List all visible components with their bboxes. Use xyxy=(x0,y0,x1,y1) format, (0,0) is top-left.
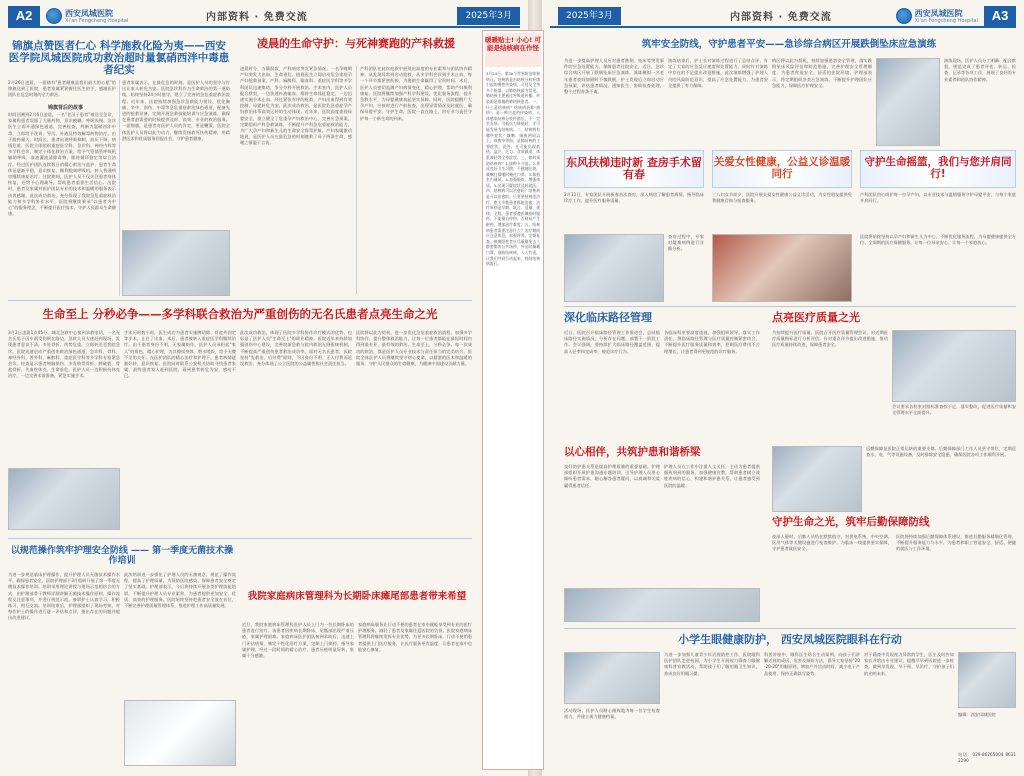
headline-top: 筑牢安全防线，守护患者平安——急诊综合病区开展跌倒坠床应急演练 xyxy=(641,39,937,50)
hospital-name: 西安凤城医院 xyxy=(65,8,113,18)
article-text: 2月11日，专家团队开展新春首次查房，深入病房了解患者病情，指导临床诊疗工作，提升医疗服务质量。 xyxy=(564,192,704,204)
article-text: 对于筛查中发现视力异常的学生，医生及时告知家长并给出专业建议，提醒尽早到医院进一步检查，做到早发现、早干预、早治疗，守护孩子们的光明未来。 xyxy=(864,652,954,676)
issue-date: 2025年3月 xyxy=(558,7,621,25)
article-text: 三八妇女节前夕，医院开展关爱女性健康公益义诊活动，为女性朋友提供免费健康咨询与检查服务。 xyxy=(712,192,852,204)
page-number: A3 xyxy=(984,6,1016,26)
article-text: 近日，我院家庭病床管理科医护人员上门为一位长期卧床的患者进行治疗。该患者因疾病长期卧床，尾骶部出现严重压疮，家属护理困难。家庭病床医护团队接到求助后，迅速上门评估病情，制定个性化治疗方案，定期上门换药、指导家属护理，经过一段时间的精心治疗，患者压疮明显好转，家属十分感激。 xyxy=(242,622,354,659)
article-text: 查房过程中，专家对疑难病例进行详细分析。 xyxy=(668,234,704,252)
article-text: 产科团队在此次抢救中展现出高度的专业素养与团队协作精神。从发现异常到启动抢救，从多学科会诊到手术止血，每一个环节都紧密衔接，为挽救生命赢得了宝贵时间。术后，医护人员密切监测产妇病情变化，精心护理，帮助产妇顺利康复。医院将继续加强产科学科建设，优化服务流程，提升急救水平，为母婴健康筑起坚实屏障。同时，医院提醒广大孕产妇，应按时进行产前检查，出现异常情况及时就医，确保母婴平安。守护生命，医院一直在路上，用专业与责任守护每一个新生命的到来。 xyxy=(360,66,472,121)
article-text: 家庭病床服务让行动不便的患者在家中就能享受到专业的医疗护理服务，减轻了患者及家属往返医院的负担。医院家庭病床管理科将继续发挥专业优势，为更多长期卧床、行动不便的患者提供上门医疗服务，让医疗服务更有温度，让患者在家中也能安心康复。 xyxy=(358,622,472,652)
footer-phone: 电话：029-86265004 86312290 xyxy=(958,752,1016,764)
article-text: 此次成功救治，体现了医院多学科协作诊疗模式的优势，也彰显了医护人员"生命至上"的职业精神。医院近年来持续加强创伤中心建设，完善院前急救与院内救治无缝衔接机制，不断提高严重创伤患者救治成功率。面对无名氏患者，医院坚持"先救治、后付费"原则，不因身份不明、无人付费而延误救治，充分体现了公立医院的公益属性和社会责任担当。 xyxy=(240,330,352,367)
masthead: 内部资料 · 免费交流 xyxy=(206,12,308,23)
article-text: 为进一步规范临床护理操作，提升护理人员无菌技术操作水平，确保患者安全，医院护理部于3月组织开展了第一季度无菌技术操作培训。培训采用理论讲授与现场示范相结合的方式，由护理部骨干教师详细讲解无菌技术操作原则、操作流程及注意事项，并进行规范示范。参训护士认真学习，积极练习，相互交流。培训结束后，护理部组织了现场考核，对每位护士的操作进行逐一评估和点评，指出存在的问题并提出改进建议。 xyxy=(8,572,120,621)
article-text: 近日，医院召开临床路径管理工作推进会，总结临床路径实施情况，分析存在问题，部署下一阶段工作。会议强调，要持续扩大临床路径覆盖范围，提高入径率和完成率，规范诊疗行为。 xyxy=(564,330,660,354)
headline-clinical: 深化临床路径管理 xyxy=(564,311,652,324)
nurse-photo xyxy=(772,446,862,512)
training-photo xyxy=(124,700,236,766)
logo-icon xyxy=(46,8,62,24)
center-sidebar xyxy=(482,30,544,770)
hospital-logo xyxy=(896,7,978,25)
headline-bottom-right: 我院家庭病床管理科为长期卧床瘫尾部患者带来希望 xyxy=(247,591,467,602)
headline-bottom-left: 以规范操作筑牢护理安全防线 —— 第一季度无菌技术操作培训 xyxy=(10,546,234,567)
article-text: 患者家属表示，在最危急的时刻，是医护人员的坚守与付出让家人转危为安。医院急诊科作为生命救治的第一道防线，始终坚持24小时值守，建立了完善的急危重症救治流程。近年来，医院持续加强急诊急救能力建设，优化胸痛、卒中、创伤、中毒等急危重症救治绿色通道，配备先进的抢救设备，定期开展急救技能培训与应急演练，确保在患者最需要的时候提供及时、高效、专业的救治服务。一面锦旗，是患者对医护人员的肯定，更是鞭策。医院全体医护人员将以此为动力，继续发扬救死扶伤精神，用精湛医术和优质服务回报社会，守护患者健康。 xyxy=(122,80,230,141)
hospital-name-en: Xi'an Fengcheng Hospital xyxy=(914,17,978,24)
article-text: 医院将持续加强后勤保障体系建设，推进后勤服务精细化管理，不断提升服务能力与水平，为患者和职工营造安全、舒适、便捷的就医与工作环境。 xyxy=(896,534,1016,552)
headline-patient: 以心相伴，共筑护患和谐桥梁 xyxy=(564,446,701,458)
award-photo xyxy=(122,230,230,296)
article-text: 凌晨时分，万籁俱寂，产科病房突发紧急情况。一名孕晚期产妇突发大出血，生命垂危。值班医生立即启动危急重症孕产妇抢救预案，产科、麻醉科、输血科、重症医学科等多学科团队迅速集结，争分夺秒开展救治。手术室内，医护人员配合默契，一边快速补液输血、维持生命体征稳定，一边迅速实施手术止血。经过紧张有序的抢救，产妇出血得到有效控制，母婴转危为安。此次成功救治，是医院危急重症孕产妇救治体系高效运转的生动体现。近年来，医院高度重视母婴安全，建立健全了危重孕产妇救治中心，完善应急预案，定期组织产科急救演练，不断提升产科急危重症救治能力，为广大孕产妇和新生儿的生命安全保驾护航。产妇家属激动地说，是医护人员在最危急的时刻挽救了母子两条生命，感谢之情溢于言表。 xyxy=(240,66,352,146)
headline-top-left: 锦旗点赞医者仁心 科学施救化险为夷——西安医学院凤城医院成功救治超时量氯硝西泮中毒患者纪实 xyxy=(8,40,230,77)
logo-icon xyxy=(896,8,912,24)
page-number: A2 xyxy=(8,6,40,26)
event-photo xyxy=(564,588,760,622)
headline-eye: 小学生眼健康防护， 西安凤城医院眼科在行动 xyxy=(678,633,902,646)
article-text: 夜深人静时，后勤人员仍在默默值守，对供电系统、中央空调、医用气体等关键设施进行检查维护，为临床一线提供坚实保障，守护患者就医安全。 xyxy=(772,534,892,552)
article-text: 演练结束后，护士长对演练过程进行了总结点评，肯定了大家的应急反应速度和处置能力，同时针对演练中存在的不足提出改进措施。此次演练增强了护理人员的风险防范意识，提高了应急处置能力，为患者安全提供了有力保障。 xyxy=(668,58,768,88)
article-text: 会议要求各科室对照标准查找不足，落实整改，促进医疗质量和安全管理水平全面提升。 xyxy=(892,404,1016,416)
article-text: 后勤保障是医院正常运转的重要支撑。后勤保障部门工作人员坚守岗位，定期巡查水、电、气等设施设备，及时排除安全隐患，确保医院各项工作顺利开展。 xyxy=(866,446,1016,458)
meeting-photo xyxy=(892,330,1016,402)
article-text: 各临床科室要高度重视，加强组织领导，落实工作责任，将临床路径管理与医疗质量控制紧密结合，不断提升医疗服务质量和效率，控制医疗费用不合理增长，让患者得到更规范的诊疗服务。 xyxy=(664,330,760,354)
footer-address: 编辑：西安凤城医院 xyxy=(958,712,996,717)
article-text: 护理人员在工作中注重人文关怀，主动为患者提供细致周到的服务，加强健康宣教，帮助患者树立战胜疾病的信心，构建和谐护患关系，让患者感受到医院的温暖。 xyxy=(664,464,760,488)
drill-photo xyxy=(876,58,940,146)
article-text: 3月2日凌晨1点45分，城北急救中心接到求救电话，一名无名氏男子因车祸受伤倒在路边。急救人员火速赶到现场，发现患者意识不清，多处骨折，伤势危重，立即转送至我院急诊。医院迅速启动严重创伤救治绿色通道，急诊科、骨科、神经外科、普外科、麻醉科、重症医学科等多学科专家紧急会诊。检查显示患者颅脑损伤、多发肋骨骨折、脾破裂、骨盆骨折，失血性休克，生命垂危。医护人员一边积极抗休克治疗，一边完善术前准备，紧急实施手术。 xyxy=(8,330,120,379)
box-title-3: 守护生命摇篮，我们与您并肩同行! xyxy=(860,150,1016,188)
article-text: 为持续提升医疗质量，医院召开医疗质量管理会议，对近期医疗质量指标进行分析评估，针对重点环节提出改进措施，推动医疗质量持续改进，保障患者安全。 xyxy=(772,330,888,348)
subhead: 锦旗背后的故事 xyxy=(48,105,84,111)
hospital-name-en: Xi'an Fengcheng Hospital xyxy=(65,17,129,24)
team-photo xyxy=(8,468,120,530)
article-text: 为进一步提高护理人员应对患者跌倒、坠床等突发事件的应急处置能力，保障患者住院安全，近日，急诊综合病区开展了跌倒坠床应急演练。演练模拟一名老年患者夜间如厕时不慎跌倒，护士发现后立即启动应急预案，评估患者情况、通知医生、协助检查处理，整个过程有条不紊。 xyxy=(564,58,664,95)
page-a3 xyxy=(542,0,1024,776)
article-text: 此次培训进一步强化了护理人员的无菌观念，规范了操作流程，提高了护理质量，为预防医院感染、保障患者安全奠定了坚实基础。护理部表示，今后将持续开展各类护理技能培训，不断提升护理人员专业素养，为患者提供更加安全、优质、高效的护理服务。医院始终坚持把患者安全放在首位，不断完善护理质量管理体系，推进护理工作高质量发展。 xyxy=(124,572,236,609)
headline-night: 守护生命之光，筑牢后勤保障防线 xyxy=(772,516,930,528)
sidebar-text: 3月24日，第30个世界防治结核病日。结核病是由结核分枝杆菌引起的慢性传染病，可侵及全身多个脏器，以肺结核最为常见。肺结核主要通过呼吸道传播，传染源是排菌的肺结核患者。一、什么是结核病？结核病俗称"痨病"，是一种古老的传染病。人体感染结核分枝杆菌后，不一定会发病，当抵抗力降低时，才可能发展为结核病。二、结核病有哪些症状？咳嗽、咳痰两周以上，或痰中带血，是肺结核的主要症状。此外，还可能出现低热、盗汗、乏力、食欲减退、体重减轻等全身症状。三、如何预防结核病？1.接种卡介苗。2.养成良好卫生习惯，不随地吐痰，咳嗽打喷嚏时掩住口鼻。3.保持室内通风。4.加强锻炼，增强体质。5.出现可疑症状及时就医。四、结核病可以治愈吗？结核病是可以治愈的。只要坚持规范治疗，绝大多数患者都能治愈。治疗原则是早期、联合、适量、规律、全程。患者要遵医嘱按时服药，不能擅自停药，否则易产生耐药，增加治疗难度。五、结核病患者需要注意什么？治疗期间应注意休息，加强营养，定期复查。痰菌阳性者应尽量避免去人群密集的公共场所，外出时佩戴口罩。预防结核病，人人有责，让我们共同行动起来，终结结核病流行。 xyxy=(486,71,540,267)
hospital-name: 西安凤城医院 xyxy=(914,8,963,18)
headline-top-right: 凌晨的生命守护：与死神赛跑的产科救援 xyxy=(257,37,455,50)
school-photo xyxy=(564,652,660,704)
page-header-left xyxy=(8,6,520,28)
article-text: 产科团队用心呵护每一位孕产妇，以专业技术与温情服务守护母婴平安，与每个家庭并肩同行。 xyxy=(860,192,1016,204)
ward-photo xyxy=(564,234,664,302)
article-text: 良好的护患关系是提高护理质量的重要基础。护理部组织开展护患沟通专题培训，引导护理人员用心倾听患者需求，耐心解答患者疑问，以真诚和关爱赢得患者信任。 xyxy=(564,464,660,488)
box-title-2: 关爱女性健康，公益义诊温暖同行 xyxy=(712,150,852,188)
article-text: 时间回溯到2月6日凌晨，一名"老汉子患者"被送至急诊，家属称患者误服了大量药物，意识模糊，呼吸浅慢。急诊医生立即开通绿色通道，完善检查，判断为氯硝西泮中毒，立即给予洗胃、导泻、补液及特效解毒药物治疗。由于服药量大、时间长，患者出现呼吸抑制、血压下降，病情危重。医院立即组织重症医学科、急诊科、神经内科等多学科会诊，制定个体化救治方案，给予气管插管呼吸机辅助呼吸、血液灌流清除毒物、维持循环稳定等综合治疗。经过医护团队连续数日的精心救治与监护，患者生命体征逐渐平稳，意识恢复，顺利脱离呼吸机，转入普通病房继续康复治疗。住院期间，医护人员不仅关注患者身体恢复，还给予心理疏导，帮助患者重建生活信心。出院时，患者及家属对医护团队专业的技术和温暖的服务表示由衷感谢。此次成功救治，充分体现了我院急危重症救治能力和多学科协作水平。医院将继续秉承"以患者为中心"的服务理念，不断提升医疗技术，守护人民群众生命健康。 xyxy=(8,112,116,217)
box-title-1: 东风扶梯违时新 查房手术留有春 xyxy=(564,150,704,188)
eye-check-photo xyxy=(958,652,1016,708)
page-header-right xyxy=(550,6,1016,28)
masthead: 内部资料 · 免费交流 xyxy=(730,12,832,23)
article-text: 手术历时数小时，医生成功为患者实施脾切除、骨盆外固定等手术，止住了出血。术后，患者被转入重症医学科继续治疗。由于患者身份不明，无家属陪伴，医护人员承担起"家人"的角色，精心护理，为其擦拭身体、喂水喂饭，给予无微不至的关怀。在医护团队的精心治疗和护理下，患者病情逐渐好转，意识恢复。医院同时联系公安机关协助寻找患者家属，最终患者家人赶到医院，看到患者转危为安，感动不已。 xyxy=(124,330,236,379)
issue-date: 2025年3月 xyxy=(457,7,520,25)
headline-middle: 生命至上 分秒必争——多学科联合救治为严重创伤的无名氏患者点亮生命之光 xyxy=(42,307,438,321)
article-text: 2月26日凌晨，一面绣有"患者健康是我们最大的心愿"的锦旗送到了医院，患者家属紧紧握住医生的手，感谢医护团队在危急时刻的全力救治。 xyxy=(8,80,116,98)
hospital-logo xyxy=(46,7,128,25)
sidebar-title: 暖暖贴士! 小心! 可能是结核病在作怪 xyxy=(485,33,541,67)
article-text: 医院将以此为契机，进一步优化急危重症救治流程，加强多学科协作，提升整体救治能力，让每一位患者都能在最短时间内得到最专业、最有效的救治。生命至上，分秒必争。每一次成功的救治，都是医护人员专业技术与责任担当的完美结合。医院全体医护人员将继续坚守初心使命，以精湛的医术和温暖的服务，守护人民群众的生命健康，为健康中国建设贡献力量。 xyxy=(356,330,472,367)
article-text: 演练现场，医护人员分工明确、配合默契，规范完成了患者评估、转运、检查、记录等各项工作，展现了良好的专业素养和团队协作精神。 xyxy=(944,58,1016,82)
article-text: 为进一步加强儿童青少年近视防控工作，医院眼科医护团队走进校园，为小学生开展视力筛查与眼健康科普宣教活动，帮助孩子们了解用眼卫生知识，养成良好用眼习惯。 xyxy=(664,652,760,676)
article-text: 医院将始终坚持以孕产妇和新生儿为中心，不断优化服务流程，为母婴健康提供全方位、全周期的医疗保健服务，让每一位母亲安心、让每一个家庭放心。 xyxy=(860,234,1016,246)
clinic-photo xyxy=(712,234,852,302)
article-text: 活动现场，医护人员耐心细致地为每一位学生检查视力，并建立视力健康档案。 xyxy=(564,708,660,720)
article-text: 病区将以此为契机，持续加强患者安全管理，落实跌倒坠床风险评估和防范措施，完善护理安全管理制度，为患者营造安全、舒适的住院环境。护理部表示，将定期组织各类应急演练，不断提升护理团队应急能力，保障医疗护理安全。 xyxy=(772,58,872,88)
article-text: 科普讲座中，眼科医生结合生动案例，向孩子们讲解近视的成因、危害及预防方法，倡导大家坚持"20-20-20"用眼原则，增加户外活动时间，减少电子产品使用，保持正确读写姿势。 xyxy=(764,652,860,676)
headline-quality: 点亮医疗质量之光 xyxy=(772,311,860,324)
